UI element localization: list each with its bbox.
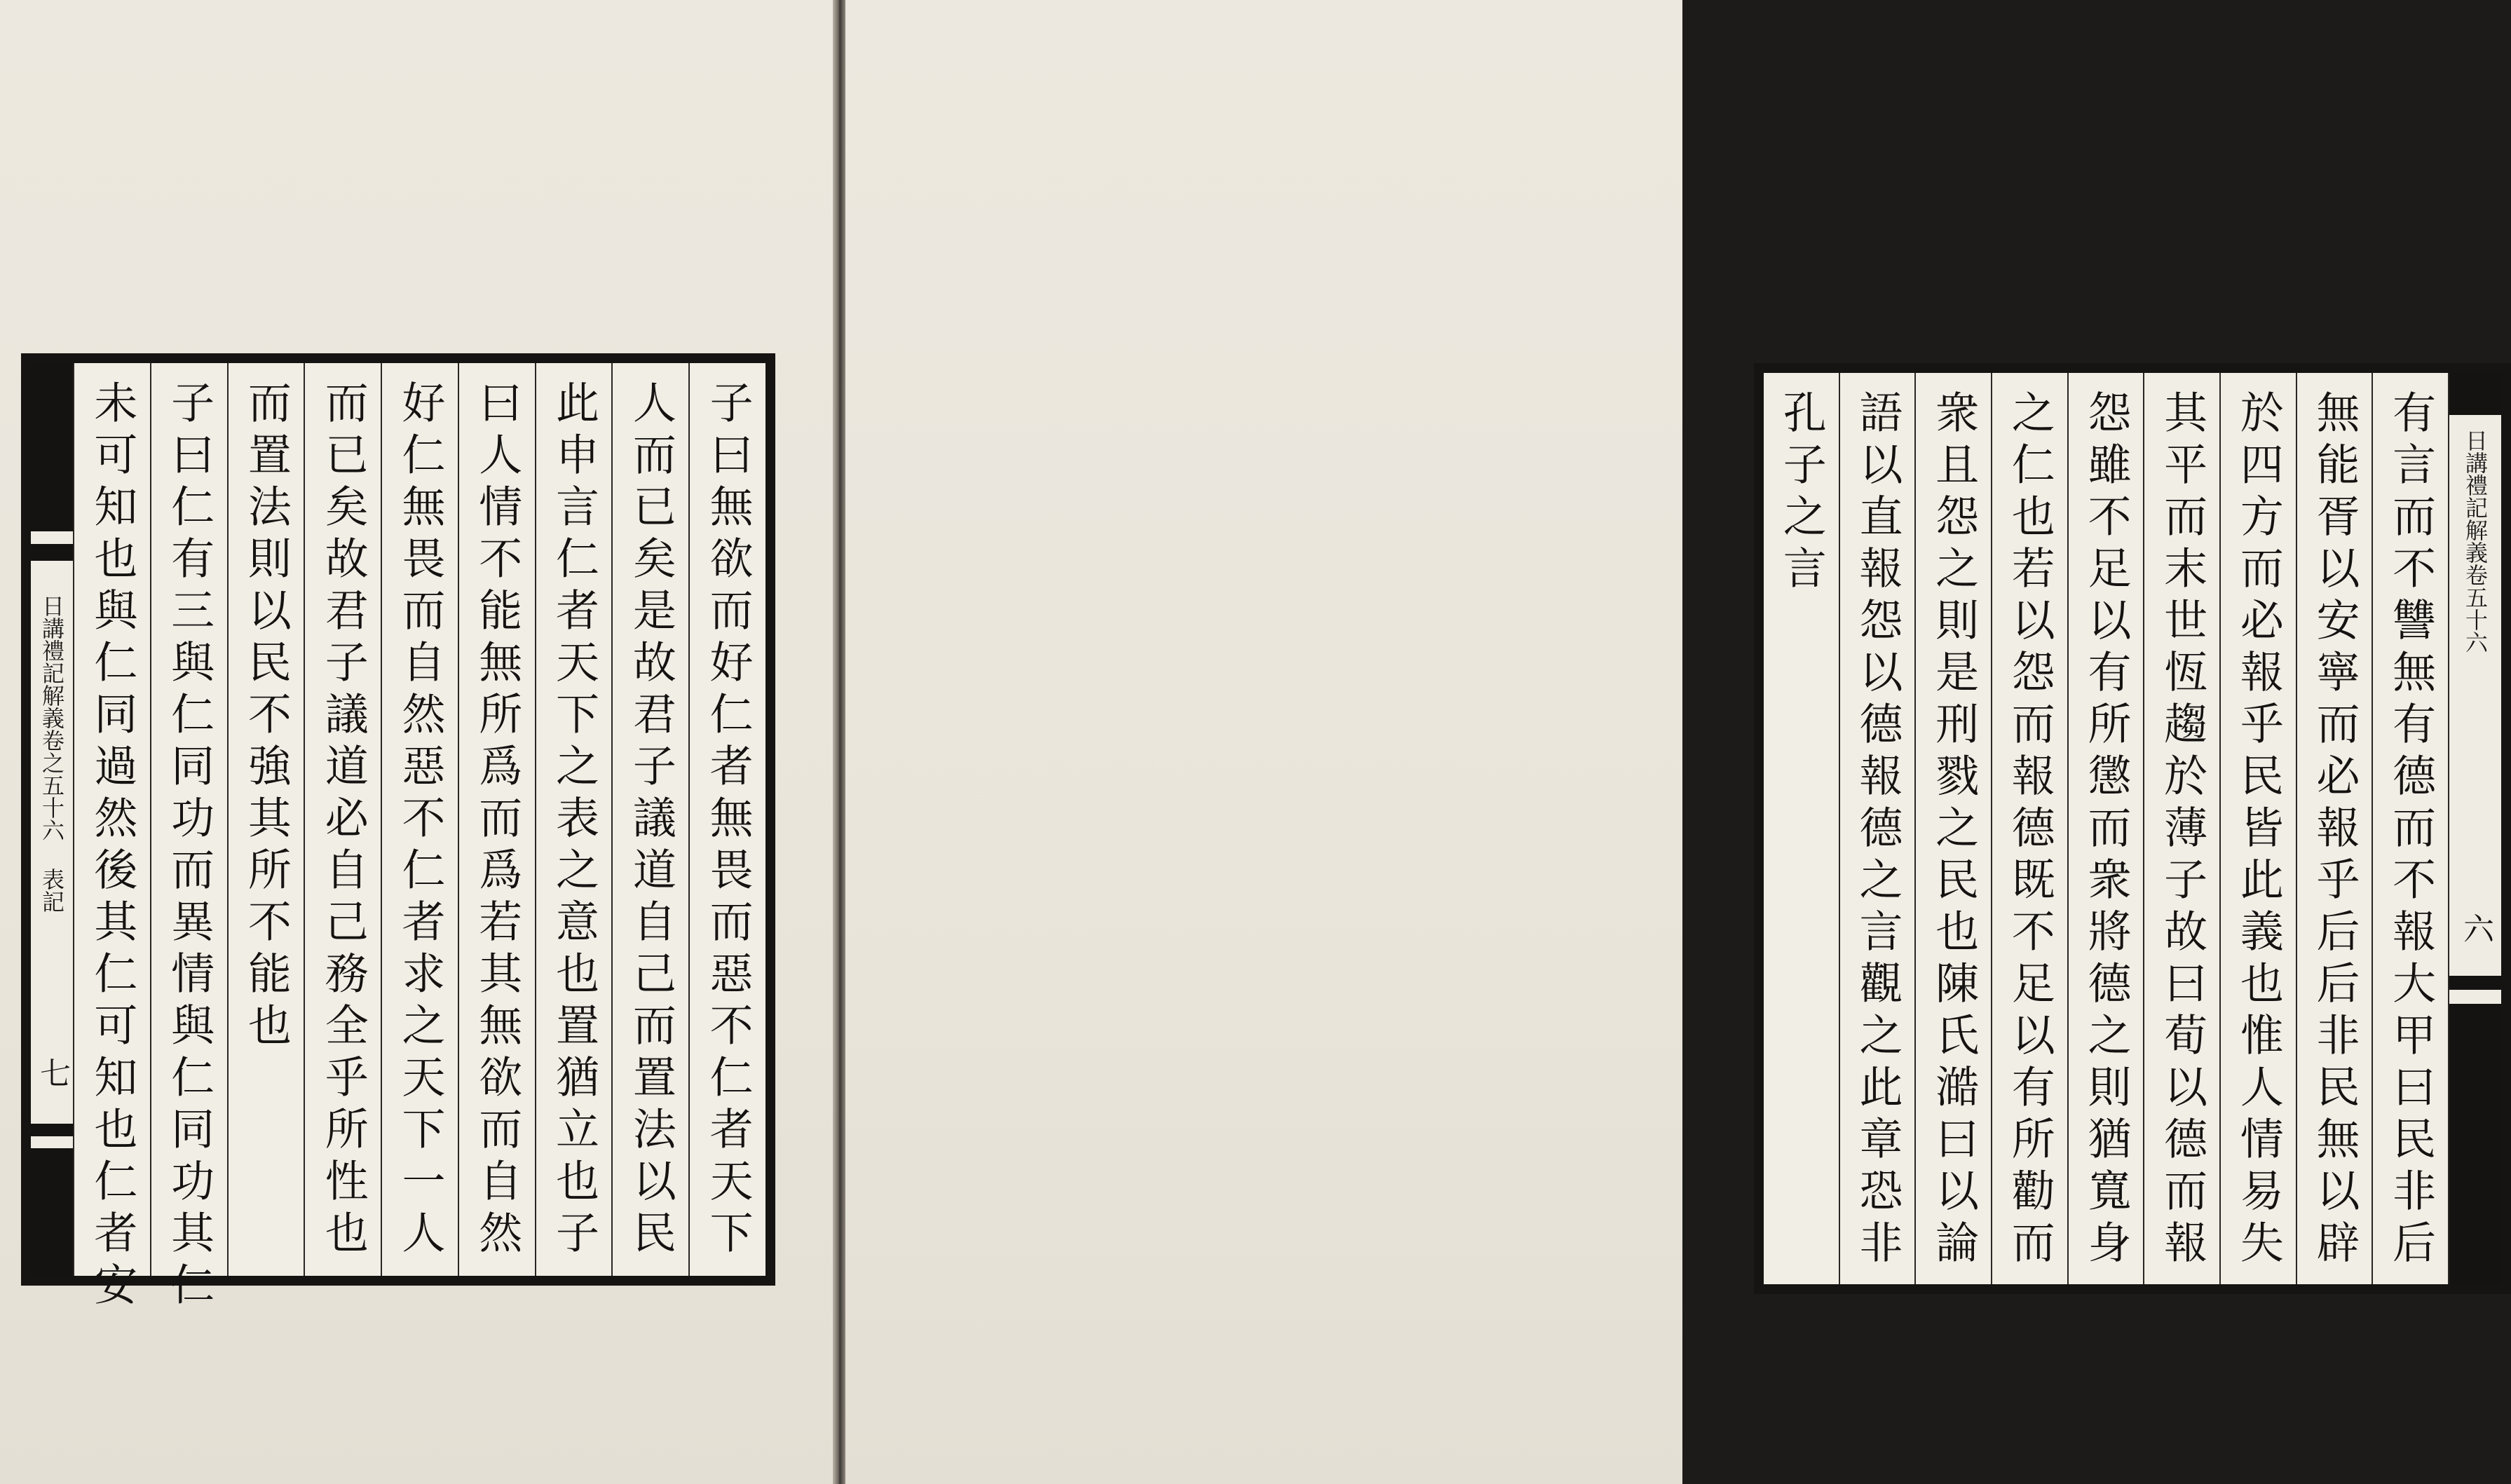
text-column [611,363,688,1276]
text-column [2219,373,2296,1284]
text-column [381,363,458,1276]
column-text: 其平而末世恆趨於薄子故曰荀以德而報 [2156,390,2208,1272]
fishtail-mark [2449,976,2501,990]
text-column [2372,373,2448,1284]
column-text: 而置法則以民不強其所不能也 [240,380,292,1054]
block-heart-title: 日講禮記解義卷之五十六 表記 [39,594,65,913]
block-heart-title: 日講禮記解義卷五十六 [2462,429,2489,653]
fishtail-mark [31,363,73,531]
text-column [535,363,612,1276]
page-number: 七 [34,1057,70,1088]
text-column [1914,373,1991,1284]
column-text: 子曰仁有三與仁同功而異情與仁同功其仁 [163,380,215,1314]
column-text: 此申言仁者天下之表之意也置猶立也子 [548,380,600,1262]
column-text: 而已矣故君子議道必自己務全乎所性也 [318,380,369,1262]
left-text-frame [21,353,775,1314]
column-text: 孔子之言 [1776,390,1828,597]
text-column [1991,373,2067,1284]
text-column [2296,373,2372,1284]
fishtail-mark [31,1148,73,1276]
fishtail-mark [31,1124,73,1136]
column-text: 怨雖不足以有所懲而衆將德之則猶寬身 [2080,390,2132,1272]
column-text: 無能胥以安寧而必報乎后后非民無以辟 [2308,390,2360,1272]
text-column [150,363,227,1314]
right-text-frame [1754,363,2511,1294]
column-text: 之仁也若以怨而報德既不足以有所勸而 [2004,390,2056,1272]
page-number: 六 [2458,913,2493,944]
column-text: 衆且怨之則是刑戮之民也陳氏澔曰以論 [1928,390,1980,1272]
column-text: 人而已矣是故君子議道自己而置法以民 [625,380,677,1262]
right-page-center-strip [2448,373,2501,1284]
left-page [0,0,833,1484]
column-text: 有言而不讐無有德而不報大甲曰民非后 [2385,390,2437,1272]
text-column [2067,373,2144,1284]
right-text-columns [1764,373,2448,1284]
text-column [304,363,381,1276]
column-text: 語以直報怨以德報德之言觀之此章恐非 [1851,390,1903,1272]
text-column [458,363,535,1276]
left-page-center-strip [31,363,74,1276]
text-column [1764,373,1839,1284]
column-text: 好仁無畏而自然惡不仁者求之天下一人 [394,380,446,1262]
fishtail-mark [31,544,73,561]
column-text: 未可知也與仁同過然後其仁可知也仁者安 [86,380,138,1314]
right-page [845,0,2493,1484]
fishtail-mark [2449,373,2501,415]
text-column [2143,373,2219,1284]
text-column [227,363,304,1276]
column-text: 於四方而必報乎民皆此義也惟人情易失 [2233,390,2285,1272]
fishtail-mark [2449,1004,2501,1284]
book-gutter [833,0,845,1484]
text-column [74,363,150,1314]
column-text: 曰人情不能無所爲而爲若其無欲而自然 [471,380,523,1262]
text-column [688,363,765,1314]
text-column [1839,373,1915,1284]
left-text-columns [74,363,765,1314]
column-text: 子曰無欲而好仁者無畏而惡不仁者天下一 [702,380,754,1314]
